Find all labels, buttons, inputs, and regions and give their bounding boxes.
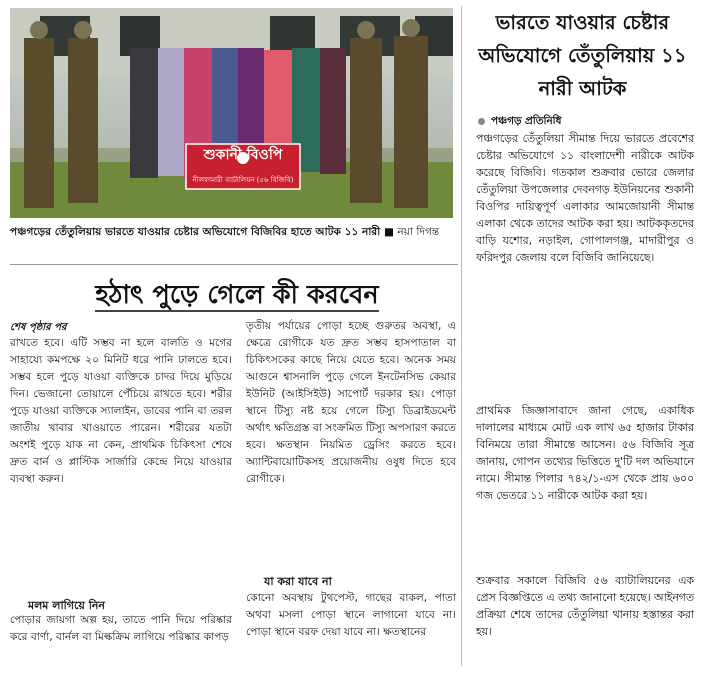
column-divider [461, 6, 462, 666]
caption-text: পঞ্চগড়ের তেঁতুলিয়ায় ভারতে যাওয়ার চেষ্টার অভিযোগে বিজিবির হাতে আটক ১১ নারী [10, 226, 381, 238]
article-column-2-continued: কোনো অবস্থায় টুথপেস্ট, গাছের বাকল, পাতা অথবা মসলা পোড়া স্থানে লাগানো যাবে না। পোড়া স্থানে বরফ দেয়া যাবে না। ক্ষতস্থানের [246, 592, 456, 638]
left-article-headline [22, 272, 452, 318]
byline [478, 114, 693, 131]
banner-subtitle: নীলফামারী ব্যাটালিয়ন (৫৬ বিজিবি) [192, 176, 294, 184]
bullet-icon [478, 118, 485, 125]
photo-caption [10, 224, 458, 241]
continued-label: শেষ পৃষ্ঠার পর [10, 322, 67, 333]
caption-source: ■ নয়া দিগন্ত [383, 226, 440, 238]
subheading: যা করা যাবে না [264, 575, 332, 588]
divider [10, 264, 458, 265]
article-column-2: তৃতীয় পর্যায়ের পোড়া হচ্ছে গুরুতর অবস্থা, এ ক্ষেত্রে রোগীকে যত দ্রুত সম্ভব হাসপাতাল বা চিকিৎসকের কাছে নিয়ে যেতে হবে। অনেক সময় আগুনে শ্বাসনালি পুড়ে গেলে ইনটেনসিভ কেয়ার ইউনিট (আইসিইউ) সাপোর্ট দরকার হয়। পোড়া স্থানে টিস্যু নষ্ট হয়ে গেলে টিস্যু ডিব্রাইডমেন্ট অর্থাৎ ক্ষতিগ্রস্ত বা সংক্রমিত টিস্যু অপসারণ করতে হবে। ক্ষতস্থান নিয়মিত ড্রেসিং করতে হবে। অ্যান্টিবায়োটিকসহ প্রয়োজনীয় ওষুধ দিতে হবে রোগীকে। [246, 320, 456, 485]
article-column-1: রাখতে হবে। এটি সম্ভব না হলে বালতি ও মগের সাহায্যে কমপক্ষে ২০ মিনিট ধরে পানি ঢালতে হবে। সম্ভব হলে পুড়ে যাওয়া ব্যক্তিকে চাদর দিয়ে মুড়িয়ে দিন। ভেজানো তোয়ালে পেঁচিয়ে রাখতে হবে। শরীর পুড়ে যাওয়া ব্যক্তিকে স্যালাইন, ডাবের পানি বা তরল জাতীয় খাবার খাওয়াতে পারেন। শরীরের যতটা অংশই পুড়ে যাক না কেন, প্রাথমিক চিকিৎসা শেষে দ্রুত বার্ন ও প্লাস্টিক সার্জারি কেন্দ্রে নিয়ে যাওয়ার ব্যবস্থা করুন। [10, 337, 232, 485]
right-article-paragraph: পঞ্চগড়ের তেঁতুলিয়া সীমান্ত দিয়ে ভারতে প্রবেশের চেষ্টার অভিযোগে ১১ বাংলাদেশী নারীকে আটক করেছে বিজিবি। গতকাল শুক্রবার ভোরে জেলার তেঁতুলিয়া উপজেলার দেবনগড় ইউনিয়নের শুকানী বিওপির দায়িত্বপূর্ণ এলাকার আমজোয়ানী সীমান্ত এলাকা থেকে তাদের আটক করা হয়। আটককৃতদের বাড়ি যশোর, নড়াইল, গোপালগঞ্জ, মাদারীপুর ও ফরিদপুর জেলায় বলে বিজিবি জানিয়েছে। [476, 132, 694, 264]
right-article-headline: ভারতে যাওয়ার চেষ্টার অভিযোগে তেঁতুলিয়ায় ১১ নারী আটক [478, 11, 687, 100]
subheading: মলম লাগিয়ে নিন [28, 599, 105, 612]
article-column-1-continued: পোড়ার জায়গা অল্প হয়, তাতে পানি দিয়ে পরিষ্কার করে বার্ণা, বার্নল বা মিল্কক্রিম লাগিয়ে পরিষ্কার কাপড় [10, 614, 232, 643]
byline-text: পঞ্চগড় প্রতিনিধি [491, 115, 562, 127]
right-article-paragraph: শুক্রবার সকালে বিজিবি ৫৬ ব্যাটালিয়নের এক প্রেস বিজ্ঞপ্তিতে এ তথ্য জানানো হয়েছে। আইনগত প্রক্রিয়া শেষে তাদের তেঁতুলিয়া থানায় হস্তান্তর করা হয়। [476, 574, 694, 638]
banner-title: শুকানী বিওপি [203, 147, 283, 163]
right-article-paragraph: প্রাথমিক জিজ্ঞাসাবাদে জানা গেছে, একাধিক দালালের মাধ্যমে মোট এক লাখ ৬৫ হাজার টাকার বিনিময়ে তারা সীমান্তে আসেন। ৫৬ বিজিবি সূত্র জানায়, গোপন তথ্যের ভিত্তিতে দু'টি দল অভিযানে নামে। সীমান্ত পিলার ৭৪২/১-এস থেকে প্রায় ৬০০ গজ ভেতরে ১১ নারীকে আটক করা হয়। [476, 404, 694, 502]
news-photo [10, 8, 453, 218]
headline-text: হঠাৎ পুড়ে গেলে কী করবেন [95, 280, 379, 310]
